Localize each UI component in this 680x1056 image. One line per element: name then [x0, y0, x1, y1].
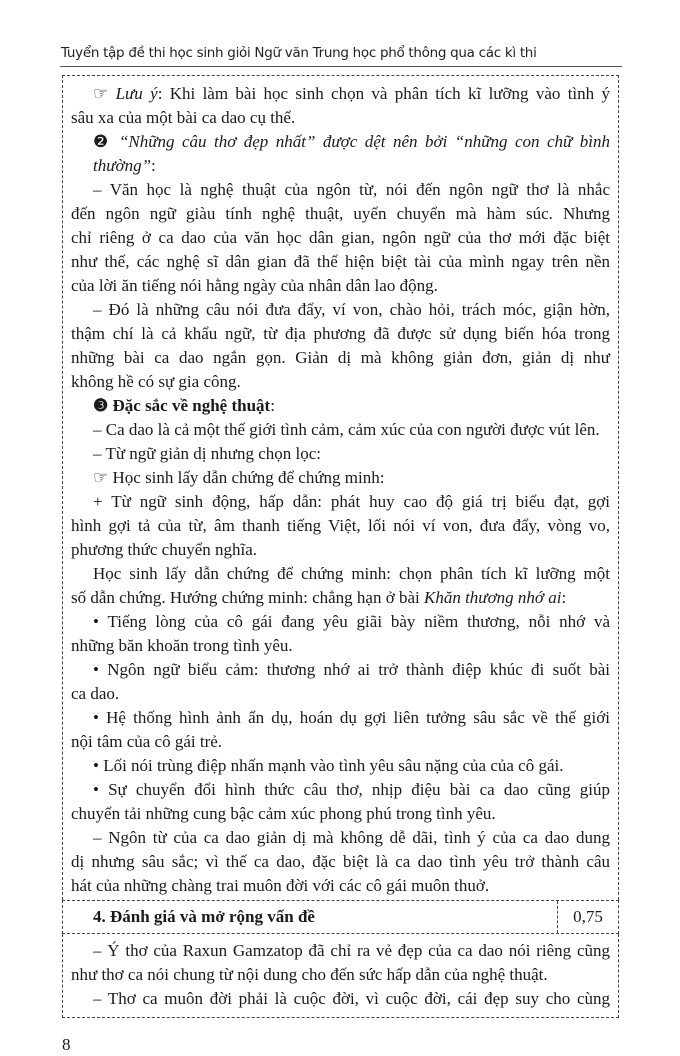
text-line	[71, 514, 610, 538]
text-segment: “Những câu thơ đẹp nhất” được dệt nên bởi “những con chữ bình thường”	[93, 132, 610, 175]
section-title: . Đánh giá và mở rộng vấn đề	[101, 907, 315, 926]
text-segment: • Sự chuyển đổi hình thức câu thơ, nhịp điệu bài ca dao cũng giúp	[93, 780, 610, 799]
text-segment: – Từ ngữ giản dị nhưng chọn lọc:	[93, 444, 321, 463]
text-segment: Lưu ý	[115, 84, 158, 103]
text-line	[71, 802, 610, 826]
text-segment: Học sinh lấy dẫn chứng để chứng minh: chọn phân tích kĩ lưỡng một	[93, 564, 610, 583]
text-line	[71, 418, 610, 442]
text-line	[71, 634, 610, 658]
text-line	[71, 322, 610, 346]
text-segment: nội tâm của cô gái trẻ.	[71, 732, 223, 751]
text-segment: ca dao.	[71, 684, 120, 703]
text-segment: hát của những chàng trai muôn đời với các cô gái muôn thuở.	[71, 876, 490, 895]
text-line	[71, 562, 610, 586]
text-line	[71, 826, 610, 850]
text-segment: ☞ Học sinh lấy dẫn chứng để chứng minh:	[93, 468, 385, 487]
text-segment: của lời ăn tiếng nói hằng ngày của nhân dân lao động.	[71, 276, 438, 295]
page-body	[62, 75, 619, 1056]
text-line	[71, 130, 610, 178]
text-segment: phương thức chuyển nghĩa.	[71, 540, 258, 559]
section-number: 4	[93, 907, 102, 926]
text-segment: :	[561, 588, 567, 607]
text-line	[71, 778, 610, 802]
text-line	[71, 874, 610, 898]
text-segment: – Ca dao là cả một thế giới tình cảm, cảm xúc của con người được vút lên.	[93, 420, 600, 439]
text-segment: số dẫn chứng. Hướng chứng minh: chẳng hạn ở bài	[71, 588, 424, 607]
text-line	[71, 730, 610, 754]
section-4-row	[62, 900, 619, 934]
text-segment: – Ngôn từ của ca dao giản dị mà không dễ dãi, tình ý của ca dao dung	[93, 828, 610, 847]
text-segment: dị nhưng sâu sắc; vì thế ca dao, đặc biệt là ca dao tình yêu trở thành câu	[71, 852, 610, 871]
text-segment: những băn khoăn trong tình yêu.	[71, 636, 293, 655]
running-header: Tuyển tập đề thi học sinh giỏi Ngữ văn Trung học phổ thông qua các kì thi	[61, 45, 537, 61]
text-segment: + Từ ngữ sinh động, hấp dẫn: phát huy cao độ giá trị biểu đạt, gợi	[93, 492, 610, 511]
text-segment: • Ngôn ngữ biểu cảm: thương nhớ ai trở thành điệp khúc đi suốt bài	[93, 660, 610, 679]
text-line	[71, 586, 610, 610]
text-line	[71, 538, 610, 562]
text-segment: – Đó là những câu nói đưa đẩy, ví von, chào hỏi, trách móc, giận hờn,	[93, 300, 610, 319]
text-line	[71, 298, 610, 322]
section-4-content-box	[62, 934, 619, 1018]
text-line	[71, 706, 610, 730]
text-line	[71, 939, 610, 963]
text-segment: không hề có sự gia công.	[71, 372, 241, 391]
text-segment: thậm chí là cả khẩu ngữ, từ địa phương đã được sử dụng biến hóa trong	[71, 324, 610, 343]
text-line	[71, 682, 610, 706]
text-line	[71, 82, 610, 106]
text-line	[71, 274, 610, 298]
text-line	[71, 106, 610, 130]
text-segment: : Khi làm bài học sinh chọn và phân tích kĩ lưỡng vào tình ý	[157, 84, 610, 103]
text-segment: ❸ Đặc sắc về nghệ thuật	[93, 396, 271, 415]
text-segment: Khăn thương nhớ ai	[423, 588, 562, 607]
text-line	[71, 987, 610, 1011]
text-segment: đến ngôn ngữ giàu tính nghệ thuật, uyển chuyển mà hàm súc. Nhưng	[71, 204, 610, 223]
text-segment: hình gợi tả của từ, âm thanh tiếng Việt, lối nói ví von, đưa đẩy, vòng vo,	[71, 516, 610, 535]
text-line	[71, 850, 610, 874]
text-segment: • Lối nói trùng điệp nhấn mạnh vào tình yêu sâu nặng của của cô gái.	[93, 756, 564, 775]
text-line	[71, 442, 610, 466]
page-number: 8	[62, 1035, 71, 1054]
text-line	[71, 178, 610, 202]
text-line	[71, 226, 610, 250]
text-line	[71, 658, 610, 682]
text-segment: ☞	[93, 84, 116, 103]
text-segment: ❷	[93, 132, 119, 151]
text-line	[71, 466, 610, 490]
text-line	[71, 370, 610, 394]
text-segment: chỉ riêng ở ca dao của văn học dân gian, ngôn ngữ của thơ mới đặc biệt	[71, 228, 610, 247]
text-line	[71, 202, 610, 226]
section-4-score: 0,75	[557, 901, 618, 933]
text-segment: sâu xa của một bài ca dao cụ thể.	[71, 108, 296, 127]
text-segment: như thơ ca nói chung từ nội dung cho đến sức hấp dẫn của nghệ thuật.	[71, 965, 548, 984]
text-segment: :	[270, 396, 275, 415]
text-segment: những bài ca dao ngắn gọn. Giản dị mà không giản đơn, giản dị như	[71, 348, 610, 367]
text-segment: • Tiếng lòng của cô gái đang yêu giãi bày niềm thương, nỗi nhớ và	[93, 612, 610, 631]
text-segment: :	[151, 156, 156, 175]
text-segment: – Văn học là nghệ thuật của ngôn từ, nói đến ngôn ngữ thơ là nhắc	[93, 180, 610, 199]
text-line	[71, 394, 610, 418]
text-line	[71, 490, 610, 514]
text-segment: – Ý thơ của Raxun Gamzatop đã chỉ ra vẻ đẹp của ca dao nói riêng cũng	[93, 941, 610, 960]
text-line	[71, 250, 610, 274]
text-segment: – Thơ ca muôn đời phải là cuộc đời, vì cuộc đời, cái đẹp suy cho cùng	[93, 989, 610, 1008]
text-line	[71, 754, 610, 778]
text-line	[71, 610, 610, 634]
text-segment: • Hệ thống hình ảnh ẩn dụ, hoán dụ gợi liên tưởng sâu sắc về thế giới	[93, 708, 610, 727]
text-line	[71, 346, 610, 370]
section-4-heading	[63, 901, 557, 933]
answer-content-box	[62, 75, 619, 900]
header-rule	[60, 66, 622, 67]
text-segment: chuyển tải những cung bậc cảm xúc phong phú trong tình yêu.	[71, 804, 496, 823]
text-segment: như thế, các nghệ sĩ dân gian đã thể hiện biệt tài của mình ngay trên nền	[71, 252, 610, 271]
text-line	[71, 963, 610, 987]
